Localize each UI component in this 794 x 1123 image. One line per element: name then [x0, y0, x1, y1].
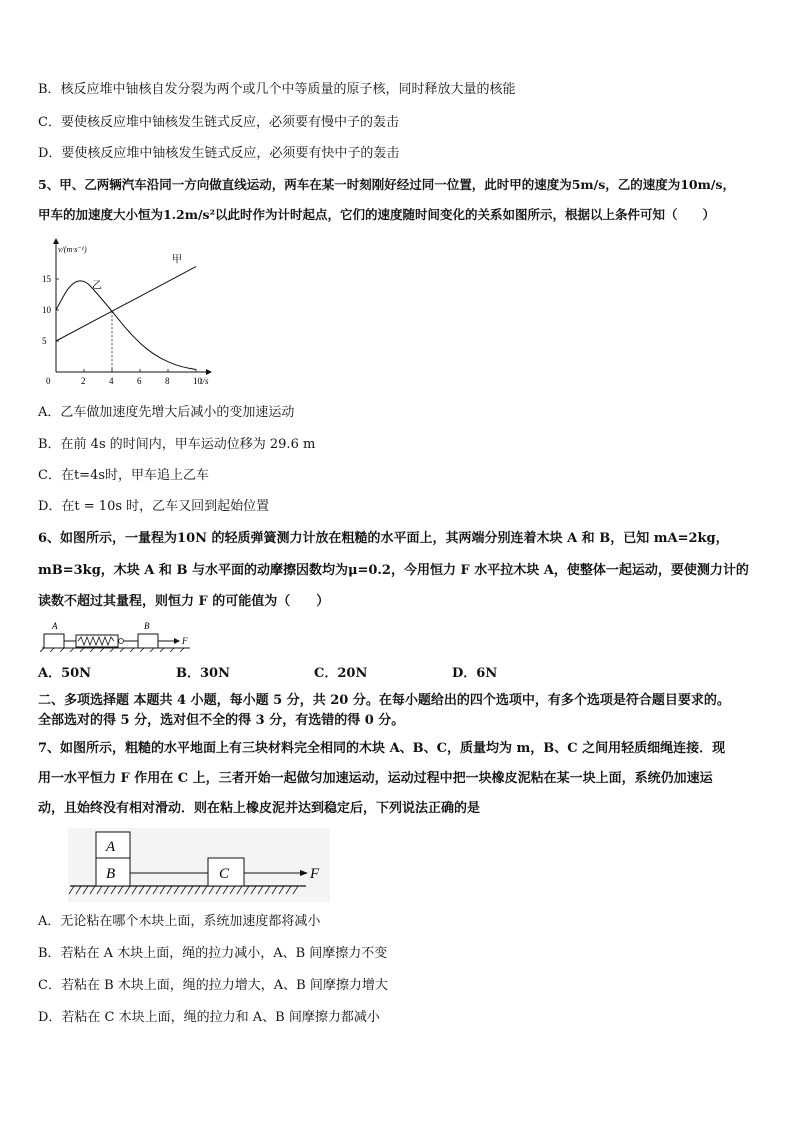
q6-stem-line1: 6、如图所示，一量程为10N 的轻质弹簧测力计放在粗糙的水平面上，其两端分别连着木块 A 和 B，已知 mA=2kg， — [38, 531, 729, 546]
q7-stem-line2: 用一水平恒力 F 作用在 C 上，三者开始一起做匀加速运动，运动过程中把一块橡皮泥粘在某一块上面，系统仍加速运 — [38, 771, 713, 786]
block-a-label: A — [52, 621, 58, 631]
series-line-yi — [56, 281, 196, 370]
block-b-label: B — [144, 621, 150, 631]
block-a-label: A — [106, 839, 116, 855]
block-a — [44, 634, 64, 648]
x-tick-label: 8 — [165, 376, 170, 386]
x-tick-label: 10 — [193, 376, 202, 386]
q7-option-b: B．若粘在 A 木块上面，绳的拉力减小，A、B 间摩擦力不变 — [38, 946, 388, 961]
q4-option-c: C．要使核反应堆中铀核发生链式反应，必须要有慢中子的轰击 — [38, 115, 399, 130]
force-f-label: F — [182, 636, 188, 646]
x-axis-label: t/s — [200, 376, 209, 386]
q5-option-d: D．在t = 10s 时，乙车又回到起始位置 — [38, 499, 270, 514]
q5-option-c: C．在t=4s时，甲车追上乙车 — [38, 468, 210, 483]
block-c-label: C — [219, 866, 230, 882]
q5-stem-line2: 甲车的加速度大小恒为1.2m/s²以此时作为计时起点，它们的速度随时间变化的关系如图所示，根据以上条件可知（ ） — [38, 207, 716, 222]
q5-option-b: B．在前 4s 的时间内，甲车运动位移为 29.6 m — [38, 437, 316, 452]
y-axis-label: v/(m·s⁻¹) — [58, 245, 87, 254]
force-f-label: F — [310, 866, 320, 882]
y-tick-label: 15 — [42, 274, 51, 284]
q4-option-b: B．核反应堆中铀核自发分裂为两个或几个中等质量的原子核，同时释放大量的核能 — [38, 82, 516, 97]
x-tick-label: 6 — [137, 376, 142, 386]
q7-option-a: A．无论粘在哪个木块上面，系统加速度都将减小 — [38, 914, 321, 929]
y-axis-arrow — [53, 238, 59, 244]
q7-option-c: C．若粘在 B 木块上面，绳的拉力增大，A、B 间摩擦力增大 — [38, 978, 388, 993]
q5-stem-line1: 5、甲、乙两辆汽车沿同一方向做直线运动，两车在某一时刻刚好经过同一位置，此时甲的速度为5m/s，乙的速度为10m/s， — [38, 177, 735, 192]
y-tick-label: 5 — [42, 336, 47, 346]
series-label-yi: 乙 — [92, 280, 102, 292]
x-tick-label: 4 — [109, 376, 114, 386]
q6-option-b: B．30N — [176, 666, 230, 681]
q7-option-d: D．若粘在 C 木块上面，绳的拉力和 A、B 间摩擦力都减小 — [38, 1010, 380, 1025]
series-label-jia: 甲 — [172, 254, 182, 266]
block-b-label: B — [106, 866, 116, 882]
q6-option-c: C．20N — [314, 666, 368, 681]
series-line-jia — [56, 267, 196, 341]
spring-scale-figure — [40, 620, 200, 652]
x-tick-label: 0 — [46, 376, 51, 386]
block-b — [138, 634, 158, 648]
section2-line1: 二、多项选择题 本题共 4 小题，每小题 5 分，共 20 分。在每小题给出的四个选项中，有多个选项是符合题目要求的。 — [38, 693, 730, 708]
y-tick-label: 10 — [42, 305, 51, 315]
q6-option-a: A．50N — [38, 666, 92, 681]
x-tick-label: 2 — [81, 376, 86, 386]
q6-stem-line2: mB=3kg，木块 A 和 B 与水平面的动摩擦因数均为μ=0.2，今用恒力 F 水平拉木块 A，使整体一起运动，要使测力计的 — [38, 563, 749, 578]
q6-stem-line3: 读数不超过其量程，则恒力 F 的可能值为（ ） — [38, 594, 330, 609]
blocks-rope-figure — [68, 828, 330, 902]
q7-stem-line3: 动，且始终没有相对滑动．则在粘上橡皮泥并达到稳定后，下列说法正确的是 — [38, 801, 481, 816]
q7-stem-line1: 7、如图所示，粗糙的水平地面上有三块材料完全相同的木块 A、B、C，质量均为 m，B、C 之间用轻质细绳连接．现 — [38, 741, 726, 756]
x-axis-arrow — [206, 369, 212, 375]
q5-option-a: A．乙车做加速度先增大后减小的变加速运动 — [38, 405, 295, 420]
section2-line2: 全部选对的得 5 分，选对但不全的得 3 分，有选错的得 0 分。 — [38, 713, 405, 728]
q4-option-d: D．要使核反应堆中铀核发生链式反应，必须要有快中子的轰击 — [38, 146, 400, 161]
velocity-time-chart — [38, 238, 213, 390]
q6-option-d: D．6N — [452, 666, 498, 681]
